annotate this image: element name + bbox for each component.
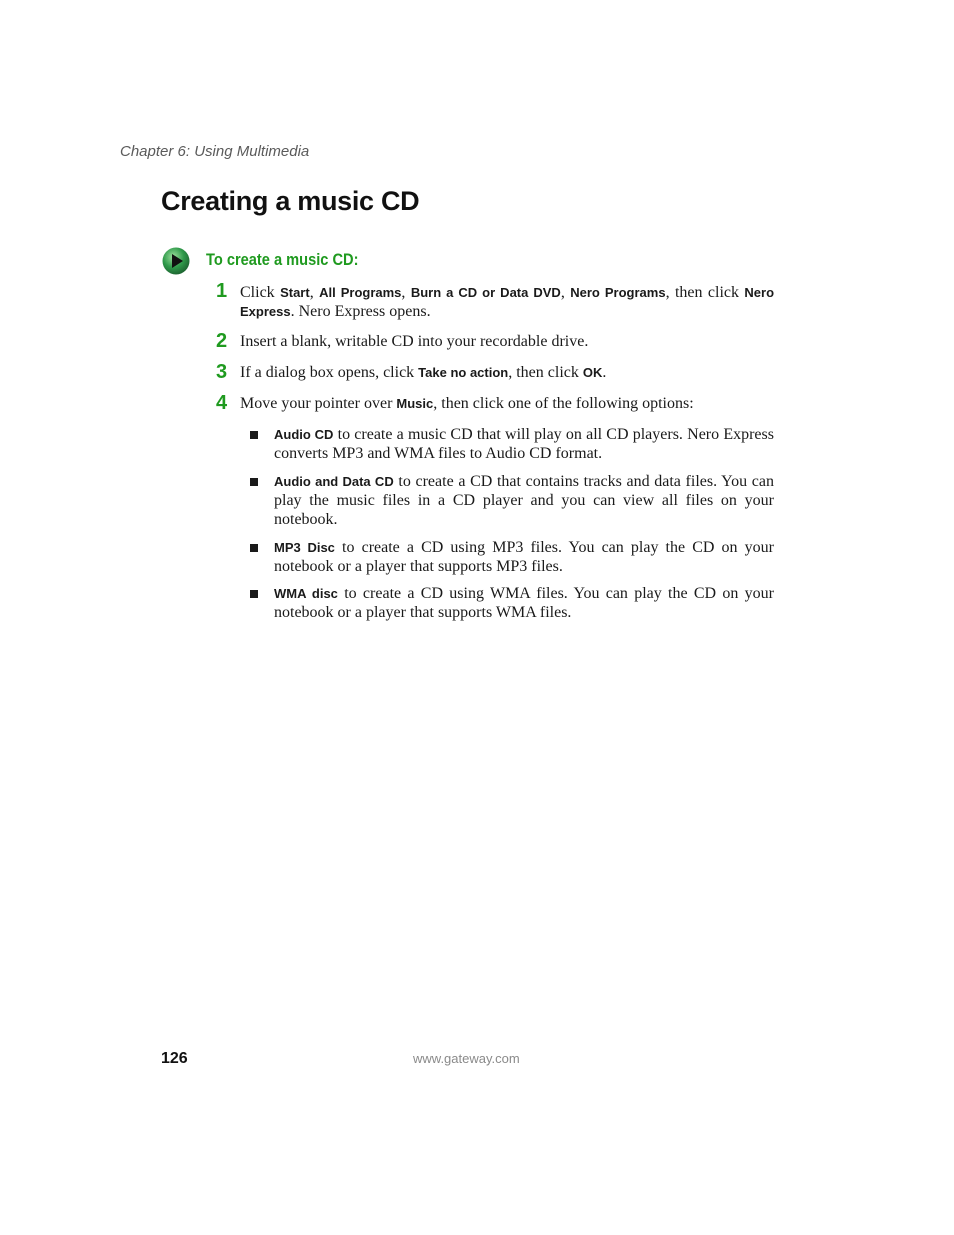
footer-url[interactable]: www.gateway.com [413,1051,520,1066]
ui-term: OK [582,365,603,380]
ui-term: All Programs [319,285,402,300]
bullet-icon [250,478,258,486]
step-number: 3 [216,361,228,383]
chapter-header: Chapter 6: Using Multimedia [120,143,310,160]
step-number: 4 [216,392,228,414]
text-run: , [560,284,571,301]
step-text [240,394,774,413]
text-run: Click [240,284,281,301]
text-run: If a dialog box opens, click [240,364,419,381]
page-title: Creating a music CD [161,186,420,216]
text-run: to create a CD using MP3 files. You can play the CD on your notebook or a player that supports MP3 files. [274,539,774,575]
ui-term: Music [396,396,434,411]
ui-term: Audio and Data CD [274,474,394,489]
text-run: , then click [508,364,583,381]
option-text [274,584,774,622]
text-run: , [309,284,320,301]
step-text [240,363,774,382]
text-run: . Nero Express opens. [290,303,431,320]
ui-term: Audio CD [274,427,334,442]
step-number: 1 [216,280,228,302]
procedure-heading: To create a music CD: [206,250,359,269]
step-text [240,332,774,351]
step-number: 2 [216,330,228,352]
ui-term: MP3 Disc [274,540,335,555]
text-run: , then click [665,284,745,301]
ui-term: WMA disc [274,586,338,601]
text-run: . [602,364,607,381]
text-run: to create a CD that contains tracks and data files. You can play the music files in a CD player and you can view all files on your notebook. [274,473,774,528]
text-run: , [401,284,411,301]
ui-term: Nero Express [240,285,775,319]
text-run: Move your pointer over [240,395,397,412]
play-arrow-icon [162,247,190,275]
text-run: to create a music CD that will play on all CD players. Nero Express converts MP3 and WMA files to Audio CD format. [274,426,774,462]
option-text [274,538,774,576]
ui-term: Nero Programs [570,285,666,300]
ui-term: Burn a CD or Data DVD [410,285,561,300]
bullet-icon [250,544,258,552]
bullet-icon [250,590,258,598]
option-text [274,425,774,463]
bullet-icon [250,431,258,439]
step-text [240,283,774,321]
ui-term: Start [280,285,310,300]
text-run: Insert a blank, writable CD into your recordable drive. [240,333,589,350]
text-run: , then click one of the following options: [433,395,694,412]
option-text [274,472,774,529]
ui-term: Take no action [418,365,509,380]
page-number: 126 [161,1050,188,1067]
text-run: to create a CD using WMA files. You can play the CD on your notebook or a player that supports WMA files. [274,585,774,621]
